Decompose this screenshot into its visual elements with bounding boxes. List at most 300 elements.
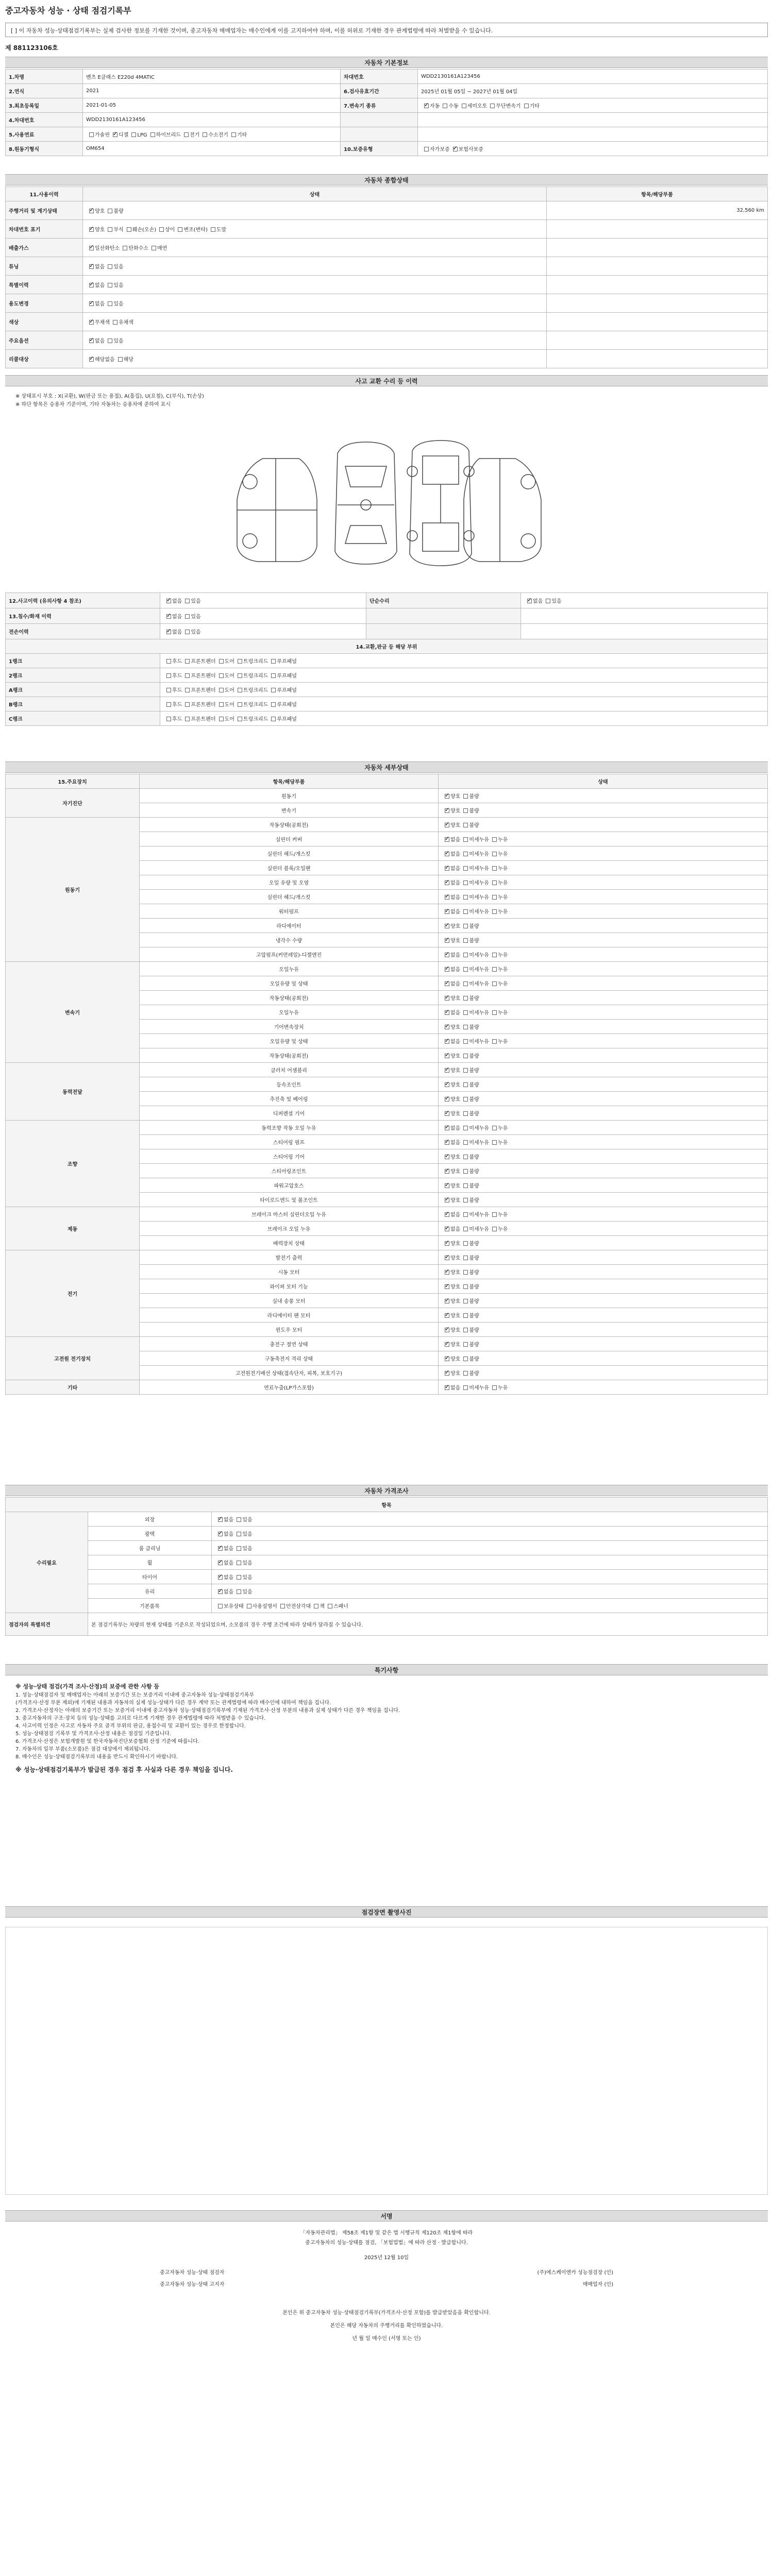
summary-options — [83, 350, 547, 368]
checkbox[interactable] — [445, 1155, 449, 1159]
accident-options — [160, 624, 366, 639]
checkbox[interactable] — [492, 880, 497, 885]
option-label: 미세누유 — [469, 953, 489, 958]
checkbox[interactable] — [463, 1169, 468, 1174]
option — [234, 671, 268, 679]
checkbox[interactable] — [445, 1385, 449, 1390]
summary-row — [6, 313, 768, 331]
option — [521, 101, 540, 109]
option — [268, 657, 297, 665]
option-label: 후드 — [172, 717, 182, 722]
option — [442, 1340, 460, 1348]
checkbox[interactable] — [211, 227, 215, 232]
checkbox[interactable] — [463, 1039, 468, 1044]
checkbox[interactable] — [166, 702, 171, 707]
checkbox[interactable] — [463, 1212, 468, 1217]
checkbox[interactable] — [463, 880, 468, 885]
parts-rank: C랭크 — [6, 711, 160, 726]
detail-state — [439, 1121, 768, 1135]
basic-value: OM654 — [83, 142, 341, 156]
checkbox[interactable] — [463, 1025, 468, 1029]
checkbox[interactable] — [463, 924, 468, 928]
checkbox[interactable] — [89, 338, 94, 343]
checkbox[interactable] — [113, 320, 117, 325]
checkbox[interactable] — [185, 688, 190, 692]
checkbox[interactable] — [166, 717, 171, 721]
checkbox[interactable] — [237, 1575, 241, 1580]
checkbox[interactable] — [492, 837, 497, 842]
option-label: 양호 — [450, 794, 461, 800]
checkbox[interactable] — [445, 1299, 449, 1303]
checkbox[interactable] — [238, 717, 242, 721]
checkbox[interactable] — [219, 702, 224, 707]
checkbox[interactable] — [219, 688, 224, 692]
option — [442, 1095, 460, 1103]
option-label: 양호 — [450, 1313, 461, 1319]
checkbox[interactable] — [463, 1284, 468, 1289]
price-item: 외장 — [88, 1512, 212, 1527]
checkbox[interactable] — [445, 967, 449, 972]
checkbox[interactable] — [445, 808, 449, 813]
checkbox[interactable] — [89, 301, 94, 306]
checkbox[interactable] — [238, 688, 242, 692]
checkbox[interactable] — [219, 659, 224, 664]
checkbox[interactable] — [463, 1313, 468, 1318]
price-table — [5, 1497, 768, 1636]
option-label: 불량 — [469, 1097, 479, 1103]
checkbox[interactable] — [463, 852, 468, 856]
checkbox[interactable] — [445, 1270, 449, 1275]
option-label: 양호 — [95, 209, 105, 214]
option-label: 미세누유 — [469, 909, 489, 915]
option — [442, 1167, 460, 1175]
checkbox[interactable] — [237, 1589, 241, 1594]
opinion-text: 본 점검기록부는 차량의 현재 상태를 기준으로 작성되었으며, 소모품의 경우 주행 조건에 따라 상태가 달라질 수 있습니다. — [88, 1613, 768, 1636]
checkbox[interactable] — [492, 909, 497, 914]
checkbox[interactable] — [108, 209, 112, 213]
checkbox[interactable] — [463, 1241, 468, 1246]
option-label: 불량 — [469, 1241, 479, 1247]
option — [489, 835, 508, 843]
checkbox[interactable] — [445, 794, 449, 799]
checkbox[interactable] — [492, 1010, 497, 1015]
option — [442, 1196, 460, 1204]
checkbox[interactable] — [463, 808, 468, 813]
checkbox[interactable] — [89, 283, 94, 287]
checkbox[interactable] — [492, 1039, 497, 1044]
option — [163, 597, 182, 604]
checkbox[interactable] — [218, 1575, 223, 1580]
checkbox[interactable] — [445, 1183, 449, 1188]
checkbox[interactable] — [463, 823, 468, 827]
option — [163, 686, 182, 693]
checkbox[interactable] — [89, 320, 94, 325]
detail-state — [439, 832, 768, 846]
checkbox[interactable] — [166, 614, 171, 619]
option — [128, 132, 147, 138]
checkbox[interactable] — [463, 866, 468, 871]
checkbox[interactable] — [463, 996, 468, 1001]
checkbox[interactable] — [546, 599, 550, 603]
checkbox[interactable] — [463, 1111, 468, 1116]
checkbox[interactable] — [445, 880, 449, 885]
checkbox[interactable] — [123, 246, 127, 250]
checkbox[interactable] — [118, 357, 123, 362]
special-item: 1. 성능·상태점검자 및 매매업자는 아래의 보증기간 또는 보증거리 이내에 중고자동차 성능·상태점검기록부 — [15, 1692, 255, 1698]
summary-options — [83, 257, 547, 276]
checkbox[interactable] — [463, 1155, 468, 1159]
checkbox[interactable] — [463, 909, 468, 914]
checkbox[interactable] — [445, 1097, 449, 1101]
option-label: 해당없음 — [95, 357, 115, 363]
checkbox[interactable] — [463, 1371, 468, 1376]
checkbox[interactable] — [271, 702, 276, 707]
checkbox[interactable] — [185, 702, 190, 707]
summary-options — [83, 331, 547, 350]
option-label: 매연 — [157, 246, 167, 251]
option-label: 수소전기 — [208, 132, 228, 138]
option — [233, 1544, 252, 1552]
option — [489, 1124, 508, 1131]
checkbox[interactable] — [152, 246, 156, 250]
section-special: 특기사항 — [5, 1664, 768, 1675]
option — [442, 1037, 460, 1045]
checkbox[interactable] — [463, 1082, 468, 1087]
summary-label: 배출가스 — [6, 239, 83, 257]
option-label: 없음 — [224, 1561, 234, 1566]
checkbox[interactable] — [463, 953, 468, 957]
parts-rank: 1랭크 — [6, 654, 160, 668]
checkbox[interactable] — [108, 283, 112, 287]
checkbox[interactable] — [445, 1212, 449, 1217]
checkbox[interactable] — [113, 132, 117, 137]
option — [163, 700, 182, 708]
option-label: 양호 — [450, 1328, 461, 1333]
checkbox[interactable] — [131, 132, 136, 137]
checkbox[interactable] — [445, 1025, 449, 1029]
option — [489, 878, 508, 886]
checkbox[interactable] — [445, 996, 449, 1001]
basic-label: 4.차대번호 — [6, 113, 83, 127]
checkbox[interactable] — [89, 132, 94, 137]
checkbox[interactable] — [185, 630, 190, 634]
checkbox[interactable] — [463, 1256, 468, 1260]
checkbox[interactable] — [445, 1241, 449, 1246]
checkbox[interactable] — [463, 1183, 468, 1188]
checkbox[interactable] — [463, 1227, 468, 1231]
detail-item: 연료누출(LP가스포함) — [140, 1380, 439, 1395]
option-label: 도어 — [224, 717, 234, 722]
option-label: 불량 — [469, 1357, 479, 1362]
option — [86, 262, 105, 270]
option — [182, 671, 215, 679]
checkbox[interactable] — [271, 673, 276, 678]
checkbox[interactable] — [492, 981, 497, 986]
option — [182, 612, 200, 620]
checkbox[interactable] — [445, 938, 449, 943]
checkbox[interactable] — [492, 953, 497, 957]
checkbox[interactable] — [445, 1010, 449, 1015]
option-label: 불량 — [469, 1342, 479, 1348]
checkbox[interactable] — [492, 1385, 497, 1390]
checkbox[interactable] — [185, 599, 190, 603]
checkbox[interactable] — [184, 132, 189, 137]
checkbox[interactable] — [159, 227, 164, 232]
checkbox[interactable] — [219, 717, 224, 721]
checkbox[interactable] — [89, 357, 94, 362]
option-label: 양호 — [450, 1357, 461, 1362]
checkbox[interactable] — [463, 1126, 468, 1130]
checkbox[interactable] — [463, 895, 468, 900]
checkbox[interactable] — [463, 1299, 468, 1303]
checkbox[interactable] — [445, 1111, 449, 1116]
checkbox[interactable] — [453, 147, 458, 151]
checkbox[interactable] — [445, 1068, 449, 1073]
checkbox[interactable] — [424, 104, 429, 108]
checkbox[interactable] — [237, 1532, 241, 1536]
checkbox[interactable] — [445, 895, 449, 900]
detail-item: 실린더 헤드/개스킷 — [140, 890, 439, 904]
special-notes — [5, 1677, 768, 1776]
option-label: 불량 — [469, 1328, 479, 1333]
checkbox[interactable] — [108, 227, 112, 232]
checkbox[interactable] — [178, 227, 182, 232]
checkbox[interactable] — [150, 132, 155, 137]
option-label: 양호 — [450, 1097, 461, 1103]
checkbox[interactable] — [166, 659, 171, 664]
option-label: 없음 — [450, 1227, 461, 1232]
option — [442, 1138, 460, 1146]
detail-item: 냉각수 수량 — [140, 933, 439, 947]
checkbox[interactable] — [271, 688, 276, 692]
checkbox[interactable] — [492, 895, 497, 900]
checkbox[interactable] — [490, 104, 495, 108]
checkbox[interactable] — [218, 1546, 223, 1551]
checkbox[interactable] — [463, 1198, 468, 1202]
checkbox[interactable] — [445, 866, 449, 871]
parts-rank: B랭크 — [6, 697, 160, 711]
checkbox[interactable] — [445, 1169, 449, 1174]
price-row — [6, 1527, 768, 1541]
option-label: 있음 — [113, 338, 124, 344]
checkbox[interactable] — [463, 1357, 468, 1361]
checkbox[interactable] — [463, 1010, 468, 1015]
summary-item — [547, 350, 768, 368]
option-label: 루프패널 — [277, 717, 297, 722]
price-item: 룸 클리닝 — [88, 1541, 212, 1555]
checkbox[interactable] — [445, 1357, 449, 1361]
option — [442, 835, 460, 843]
checkbox[interactable] — [463, 938, 468, 943]
checkbox[interactable] — [314, 1604, 318, 1608]
summary-row — [6, 350, 768, 368]
checkbox[interactable] — [445, 1140, 449, 1145]
option — [450, 145, 483, 152]
checkbox[interactable] — [445, 1227, 449, 1231]
checkbox[interactable] — [89, 246, 94, 250]
checkbox[interactable] — [492, 852, 497, 856]
checkbox[interactable] — [463, 981, 468, 986]
checkbox[interactable] — [445, 1328, 449, 1332]
checkbox[interactable] — [218, 1589, 223, 1594]
checkbox[interactable] — [492, 967, 497, 972]
checkbox[interactable] — [463, 794, 468, 799]
checkbox[interactable] — [445, 823, 449, 827]
checkbox[interactable] — [247, 1604, 251, 1608]
checkbox[interactable] — [218, 1532, 223, 1536]
option-label: 없음 — [450, 1126, 461, 1131]
summary-options — [83, 239, 547, 257]
checkbox[interactable] — [185, 659, 190, 664]
checkbox[interactable] — [492, 866, 497, 871]
checkbox[interactable] — [219, 673, 224, 678]
checkbox[interactable] — [89, 264, 94, 269]
option-label: 없음 — [450, 837, 461, 843]
option-label: 불량 — [469, 808, 479, 814]
section-detail: 자동차 세부상태 — [5, 761, 768, 773]
checkbox[interactable] — [127, 227, 131, 232]
checkbox[interactable] — [462, 104, 466, 108]
checkbox[interactable] — [463, 1385, 468, 1390]
option — [442, 864, 460, 872]
option — [86, 281, 105, 289]
special-item: 2. 가격조사·산정자는 아래의 보증기간 또는 보증거리 이내에 중고자동차 성능·상태점검기록부에 기재된 가격조사·산정 부분의 내용과 실제 상태가 다른 경우 책임을 집니다. — [15, 1708, 400, 1714]
option-label: 미세누유 — [469, 1010, 489, 1016]
accident-label2: 단순수리 — [366, 593, 521, 608]
option — [460, 1383, 489, 1391]
checkbox[interactable] — [463, 1068, 468, 1073]
checkbox[interactable] — [231, 132, 236, 137]
checkbox[interactable] — [492, 1140, 497, 1145]
checkbox[interactable] — [445, 981, 449, 986]
option — [268, 686, 297, 693]
checkbox[interactable] — [445, 1198, 449, 1202]
checkbox[interactable] — [280, 1604, 285, 1608]
checkbox[interactable] — [445, 1284, 449, 1289]
summary-label: 차대번호 표기 — [6, 220, 83, 239]
option-label: 있음 — [191, 599, 201, 604]
detail-item: 동력조향 작동 오일 누유 — [140, 1121, 439, 1135]
notice-box: [ ] 이 자동차 성능·상태점검기록부는 실제 검사한 정보를 기재한 것이며, 중고자동차 매매업자는 매수인에게 이를 고지하여야 하며, 이를 허위로 기재한 경우 관계법령에 따라 처벌받을 수 있습니다. — [5, 23, 768, 37]
summary-item — [547, 239, 768, 257]
option-label: 루프패널 — [277, 673, 297, 679]
checkbox[interactable] — [463, 1270, 468, 1275]
checkbox[interactable] — [445, 924, 449, 928]
checkbox[interactable] — [463, 1140, 468, 1145]
checkbox[interactable] — [445, 1054, 449, 1058]
checkbox[interactable] — [445, 1082, 449, 1087]
option — [460, 1008, 489, 1016]
checkbox[interactable] — [185, 614, 190, 619]
checkbox[interactable] — [443, 104, 447, 108]
checkbox[interactable] — [445, 1371, 449, 1376]
detail-state — [439, 1366, 768, 1380]
checkbox[interactable] — [108, 338, 112, 343]
checkbox[interactable] — [218, 1517, 223, 1522]
checkbox[interactable] — [492, 1126, 497, 1130]
option-label: 양호 — [450, 1299, 461, 1304]
option-label: 양호 — [450, 823, 461, 828]
checkbox[interactable] — [527, 599, 532, 603]
checkbox[interactable] — [218, 1561, 223, 1565]
checkbox[interactable] — [185, 717, 190, 721]
checkbox[interactable] — [524, 104, 529, 108]
option — [489, 979, 508, 987]
checkbox[interactable] — [238, 659, 242, 664]
checkbox[interactable] — [271, 659, 276, 664]
option-label: 누유 — [497, 1039, 508, 1045]
checkbox[interactable] — [492, 1212, 497, 1217]
checkbox[interactable] — [218, 1604, 223, 1608]
checkbox[interactable] — [89, 227, 94, 232]
checkbox[interactable] — [463, 967, 468, 972]
checkbox[interactable] — [237, 1561, 241, 1565]
checkbox[interactable] — [463, 1097, 468, 1101]
checkbox[interactable] — [445, 852, 449, 856]
detail-state — [439, 1034, 768, 1048]
summary-item — [547, 276, 768, 294]
parts-options — [160, 697, 768, 711]
option-label: 기타 — [529, 104, 540, 109]
checkbox[interactable] — [108, 264, 112, 269]
checkbox[interactable] — [463, 837, 468, 842]
checkbox[interactable] — [445, 1256, 449, 1260]
option-label: 수동 — [448, 104, 459, 109]
checkbox[interactable] — [445, 1313, 449, 1318]
checkbox[interactable] — [237, 1517, 241, 1522]
checkbox[interactable] — [492, 1227, 497, 1231]
option — [442, 965, 460, 973]
checkbox[interactable] — [166, 688, 171, 692]
checkbox[interactable] — [463, 1054, 468, 1058]
detail-state — [439, 846, 768, 861]
checkbox[interactable] — [463, 1328, 468, 1332]
checkbox[interactable] — [445, 909, 449, 914]
checkbox[interactable] — [166, 673, 171, 678]
option — [442, 1239, 460, 1247]
checkbox[interactable] — [185, 673, 190, 678]
checkbox[interactable] — [424, 147, 429, 151]
checkbox[interactable] — [89, 209, 94, 213]
checkbox[interactable] — [445, 953, 449, 957]
checkbox[interactable] — [203, 132, 207, 137]
option-label: 양호 — [450, 1111, 461, 1117]
option — [233, 1573, 252, 1581]
checkbox[interactable] — [445, 1126, 449, 1130]
checkbox[interactable] — [108, 301, 112, 306]
option-label: 보험사보증 — [458, 147, 483, 152]
option — [442, 1369, 460, 1377]
checkbox[interactable] — [271, 717, 276, 721]
checkbox[interactable] — [166, 630, 171, 634]
option — [460, 1080, 479, 1088]
option-label: 양호 — [450, 1183, 461, 1189]
checkbox[interactable] — [238, 673, 242, 678]
checkbox[interactable] — [445, 1342, 449, 1347]
price-options — [212, 1599, 768, 1613]
checkbox[interactable] — [463, 1342, 468, 1347]
basic-value — [83, 127, 341, 142]
option — [442, 1109, 460, 1117]
checkbox[interactable] — [445, 837, 449, 842]
checkbox[interactable] — [445, 1039, 449, 1044]
checkbox[interactable] — [166, 599, 171, 603]
checkbox[interactable] — [238, 702, 242, 707]
checkbox[interactable] — [237, 1546, 241, 1551]
buyer-sign-line: 년 월 일 매수인 (서명 또는 인) — [352, 2336, 421, 2342]
checkbox[interactable] — [328, 1604, 332, 1608]
option — [277, 1602, 311, 1609]
